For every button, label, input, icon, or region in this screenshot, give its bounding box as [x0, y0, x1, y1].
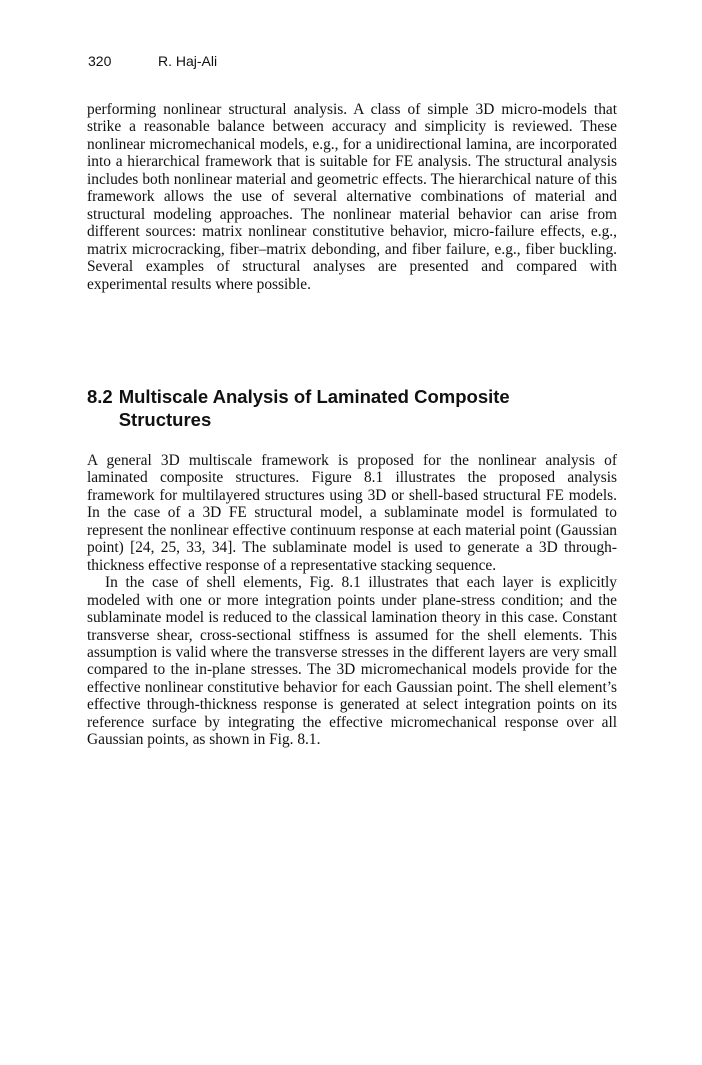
running-head	[88, 52, 217, 70]
section-heading	[87, 385, 617, 431]
section-body	[87, 452, 617, 749]
section-title: Multiscale Analysis of Laminated Composite Structures	[118, 386, 510, 430]
section-number: 8.2	[87, 386, 113, 407]
section-paragraph-1: A general 3D multiscale framework is proposed for the nonlinear analysis of laminated composite structures. Figure 8.1 illustrates the proposed analysis framework for multilayered structures using 3D or shell-based structural FE models. In the case of a 3D FE structural model, a sublaminate model is formulated to represent the nonlinear effective continuum response at each material point (Gaussian point) [24, 25, 33, 34]. The sublaminate model is used to generate a 3D through-thickness effective response of a representative stacking sequence.	[87, 452, 617, 574]
intro-paragraph: performing nonlinear structural analysis. A class of simple 3D micro-models that strike a reasonable balance between accuracy and simplicity is reviewed. These nonlinear micromechanical models, e.g., for a unidirectional lamina, are incorporated into a hierarchical framework that is suitable for FE analysis. The structural analysis includes both nonlinear material and geometric effects. The hierarchical nature of this framework allows the use of several alternative combinations of material and structural modeling approaches. The nonlinear material behavior can arise from different sources: matrix nonlinear constitutive behavior, micro-failure effects, e.g., matrix microcracking, fiber–matrix debonding, and fiber failure, e.g., fiber buckling. Several examples of structural analyses are presented and compared with experimental results where possible.	[87, 101, 617, 293]
section-paragraph-2: In the case of shell elements, Fig. 8.1 illustrates that each layer is explicitly modeled with one or more integration points under plane-stress condition; and the sublaminate model is reduced to the classical lamination theory in this case. Constant transverse shear, cross-sectional stiffness is assumed for the shell elements. This assumption is valid where the transverse stresses in the different layers are very small compared to the in-plane stresses. The 3D micromechanical models provide for the effective nonlinear constitutive behavior for each Gaussian point. The shell element’s effective through-thickness response is generated at select integration points on its reference surface by integrating the effective micromechanical response over all Gaussian points, as shown in Fig. 8.1.	[87, 574, 617, 749]
running-head-author: R. Haj-Ali	[158, 53, 218, 69]
page-number: 320	[88, 53, 112, 69]
intro-text-block	[87, 101, 617, 293]
